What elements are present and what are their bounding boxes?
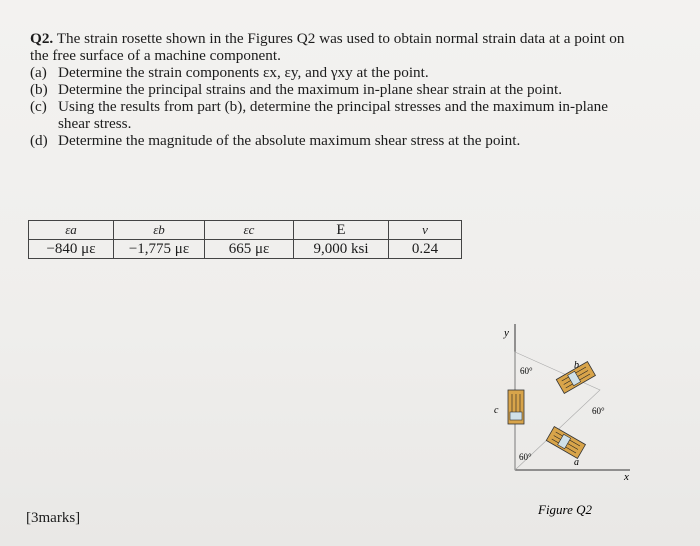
value-eps-a: −840 με (29, 240, 114, 259)
value-E: 9,000 ksi (294, 240, 389, 259)
header-eps-b: εb (153, 222, 165, 237)
part-a: (a) Determine the strain components εx, εy, and γxy at the point. (30, 64, 429, 81)
table-header-row (29, 221, 462, 240)
figure-caption: Figure Q2 (538, 502, 593, 517)
angle-bottom-label: 60° (519, 452, 532, 462)
question-text (30, 30, 670, 149)
header-nu: ν (422, 222, 428, 237)
angle-right-label: 60° (592, 406, 605, 416)
material-data-table (28, 220, 462, 259)
x-axis-label: x (624, 471, 629, 483)
value-eps-c: 665 με (205, 240, 294, 259)
part-c-continued: shear stress. (58, 115, 132, 132)
question-number: Q2. (30, 30, 54, 47)
gauge-c-label: c (494, 405, 499, 416)
gauge-b-label: b (574, 360, 579, 371)
header-E: E (336, 222, 346, 238)
part-c: (c) Using the results from part (b), determine the principal stresses and the maximum in-plane (30, 98, 608, 115)
part-d: (d) Determine the magnitude of the absolute maximum shear stress at the point. (30, 132, 521, 149)
gauge-a (546, 427, 585, 459)
header-eps-c: εc (243, 222, 255, 237)
y-axis-label: y (504, 327, 509, 339)
question-intro (30, 30, 670, 47)
part-b: (b) Determine the principal strains and the maximum in-plane shear strain at the point. (30, 81, 562, 98)
angle-top-label: 60° (520, 366, 533, 376)
value-nu: 0.24 (389, 240, 462, 259)
marks-label: [3marks] (26, 510, 81, 526)
gauge-c (508, 390, 524, 424)
value-eps-b: −1,775 με (114, 240, 205, 259)
question-line-1: The strain rosette shown in the Figures Q2 was used to obtain normal strain data at a point on (53, 30, 625, 47)
table-value-row (29, 240, 462, 259)
strain-rosette-figure (470, 310, 670, 530)
header-eps-a: εa (65, 222, 77, 237)
question-line-2: the free surface of a machine component. (30, 47, 281, 64)
gauge-a-label: a (574, 457, 579, 468)
